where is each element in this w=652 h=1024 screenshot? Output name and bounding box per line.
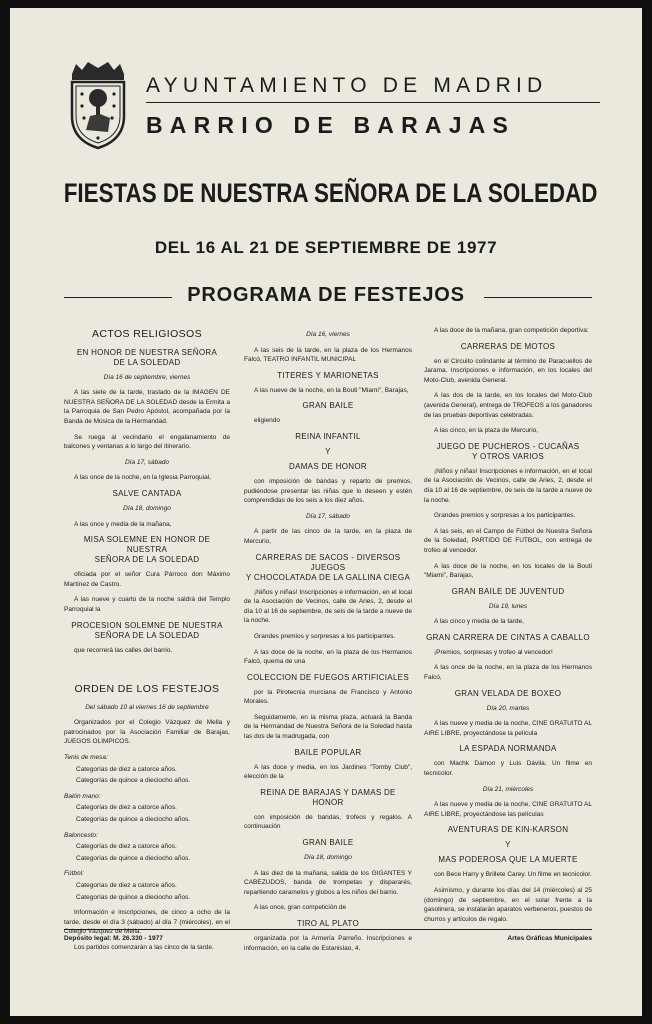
sport-category: Categorías de diez a catorce años.	[76, 843, 177, 851]
sport-category: Categorías de quince a dieciocho años.	[76, 854, 191, 862]
paragraph: Grandes premios y sorpresas a los participantes.	[254, 632, 396, 640]
paragraph: A las cinco, en la plaza de Mercurio,	[434, 427, 539, 435]
sport-category: Categorías de diez a catorce años.	[76, 882, 177, 889]
paragraph: Grandes premios y sorpresas a los participantes.	[434, 512, 576, 520]
day-heading: Día 16, viernes	[306, 331, 350, 338]
event-title: REINA DE BARAJAS Y DAMAS DE HONOR	[260, 787, 396, 807]
paragraph: por la Pirotecnia murciana de Francisco y Antonio Morales.	[244, 688, 412, 706]
header-district: BARRIO DE BARAJAS	[146, 112, 516, 138]
day-heading: Día 19, lunes	[488, 602, 528, 610]
paragraph: con Machk Damon y Luis Dávila. Un filme en tecnicolor.	[424, 760, 592, 778]
column-1	[64, 326, 230, 959]
paragraph: A las doce y media, en los Jardines "Tomby Club", elección de la	[244, 763, 412, 781]
event-title: GRAN BAILE	[302, 401, 354, 411]
program-title: PROGRAMA DE FESTEJOS	[187, 284, 465, 306]
section-heading-religious: ACTOS RELIGIOSOS	[91, 328, 203, 340]
paragraph: Información e inscripciones, de cinco a ocho de la tarde, desde el día 3 (sábado) al día 7 (miércoles), en el Colegio Vázquez de Mella.	[64, 909, 230, 936]
paragraph: A las seis de la tarde, en la plaza de los Hermanos Falcó, TEATRO INFANTIL MUNICIPAL	[244, 346, 412, 364]
event-title: COLECCION DE FUEGOS ARTIFICIALES	[247, 672, 409, 682]
sport-category: Categorías de quince a dieciocho años.	[76, 893, 191, 901]
event-title: JUEGO DE PUCHEROS - CUCAÑAS Y OTROS VARIOS	[436, 441, 580, 461]
sport-block	[64, 831, 230, 864]
sport-block	[64, 869, 230, 902]
sport-block	[64, 753, 230, 786]
event-title: LA ESPADA NORMANDA	[459, 744, 557, 754]
paragraph: A las siete de la tarde, traslado de la IMAGEN DE NUESTRA SEÑORA DE LA SOLEDAD desde la Ermita a la Parroquia de San Pedro Apóstol, acompañada por la Banda de Música de la Hermandad.	[64, 389, 230, 425]
printer-credit: Artes Gráficas Municipales	[507, 935, 592, 942]
date-range: DEL 16 AL 21 DE SEPTIEMBRE DE 1977	[154, 238, 498, 257]
madrid-coat-of-arms-icon	[66, 60, 130, 150]
event-title: GRAN BAILE	[302, 838, 354, 848]
event-title: GRAN BAILE DE JUVENTUD	[451, 586, 565, 596]
event-title: TIRO AL PLATO	[297, 919, 359, 928]
section-heading-games: ORDEN DE LOS FESTEJOS	[74, 683, 220, 696]
event-title: CARRERAS DE MOTOS	[460, 341, 556, 351]
legal-deposit: Depósito legal: M. 26.330 - 1977	[64, 935, 163, 942]
paragraph: Asimismo, y durante los días del 14 (miércoles) al 25 (domingo) de septiembre, en el solar frente a la gasolinera, se instalarán aparatos verbeneros, puestos de churros y artículos de regalo.	[424, 887, 592, 923]
sport-category: Categorías de diez a catorce años.	[76, 804, 177, 812]
event-title: MISA SOLEMNE EN HONOR DE NUESTRA SEÑORA DE LA SOLEDAD	[83, 535, 211, 565]
paragraph: en el Circuito colindante al término de Paracuellos de Jarama. Inscripciones e información, en los locales del Moto-Club, avenida General.	[424, 357, 592, 384]
paragraph: A las doce de la mañana, gran competición deportiva:	[434, 327, 589, 334]
day-heading: Día 18, domingo	[304, 854, 352, 862]
paragraph: A las seis, en el Campo de Fútbol de Nuestra Señora de la Soledad, PARTIDO DE FUTBOL, con entrega de trofeo al vencedor.	[424, 527, 592, 554]
page-title: FIESTAS DE NUESTRA SEÑORA DE LA SOLEDAD	[63, 178, 598, 208]
event-title: TITERES Y MARIONETAS	[277, 370, 379, 380]
day-heading: Del sábado 10 al viernes 16 de septiembre	[85, 703, 209, 711]
footer-divider	[64, 929, 592, 930]
event-title: GRAN CARRERA DE CINTAS A CABALLO	[426, 632, 590, 642]
sport-category: Categorías de diez a catorce años.	[76, 765, 177, 773]
day-heading: Día 16 de septiembre, viernes	[103, 373, 191, 381]
event-title: DAMAS DE HONOR	[289, 461, 367, 471]
paragraph: A partir de las cinco de la tarde, en la plaza de Mercurio,	[244, 528, 412, 545]
paragraph: A las nueve de la noche, en la Bouti "Miami", Barajas,	[254, 386, 409, 394]
paragraph: A las nueve y media de la noche, CINE GRATUITO AL AIRE LIBRE, proyectándose las películas	[424, 801, 592, 818]
event-title: PROCESION SOLEMNE DE NUESTRA SEÑORA DE LA SOLEDAD	[71, 620, 223, 640]
event-title: MAS PODEROSA QUE LA MUERTE	[438, 855, 578, 865]
paragraph: con imposición de bandas, trofeos y regalos. A continuación	[244, 813, 412, 831]
paragraph: A las once de la noche, en la Iglesia Parroquial,	[74, 474, 211, 482]
sport-category: Categorías de quince a dieciocho años.	[76, 777, 191, 785]
paragraph: A las diez de la mañana, salida de los GIGANTES Y CABEZUDOS, banda de trompetas y dispararés, repartiendo caramelos y globos a los niños del barrio.	[244, 869, 412, 896]
paragraph: que recorrerá las calles del barrio.	[74, 646, 173, 654]
paragraph: eligiendo	[254, 417, 281, 425]
paragraph: A las once y media de la mañana,	[74, 520, 172, 528]
event-title: SALVE CANTADA	[112, 488, 182, 498]
event-title: GRAN VELADA DE BOXEO	[454, 688, 562, 698]
event-title: BAILE POPULAR	[294, 747, 362, 757]
header-city: AYUNTAMIENTO DE MADRID	[146, 74, 600, 103]
paragraph: A las once, gran competición de	[254, 904, 347, 912]
paragraph: A las dos de la tarde, en los locales del Moto-Club (avenida General), entrega de TROFEOS a los ganadores de las pruebas deportivas celebradas.	[424, 392, 592, 419]
event-title: CARRERAS DE SACOS - DIVERSOS JUEGOS Y CHOCOLATADA DE LA GALLINA CIEGA	[245, 552, 411, 582]
event-title: Y	[505, 840, 511, 850]
sport-name: Baloncesto:	[64, 831, 98, 839]
paragraph: A las nueve y cuarto de la noche saldrá del Templo Parroquial la	[64, 596, 230, 613]
paragraph: A las doce de la noche, en la plaza de los Hermanos Falcó, quema de una	[244, 648, 412, 666]
paragraph: con imposición de bandas y reparto de premios, pudiéndose presentar las niñas que lo deseen y estén comprendidas de los seis a los diez años.	[244, 477, 412, 505]
poster	[10, 8, 642, 1016]
day-heading: Día 18, domingo	[123, 504, 171, 512]
paragraph: ¡Premios, sorpresas y trofeo al vencedor!	[434, 648, 553, 656]
sport-name: Tenis de mesa:	[64, 754, 108, 762]
sport-block	[64, 792, 230, 825]
divider-right	[484, 297, 592, 298]
day-heading: Día 17, sábado	[305, 512, 351, 520]
event-title: AVENTURAS DE KIN-KARSON	[447, 825, 569, 835]
sport-name: Balón mano:	[64, 792, 101, 800]
column-2	[244, 326, 412, 959]
event-title: REINA INFANTIL	[295, 431, 361, 441]
paragraph: Seguidamente, en la misma plaza, actuará la Banda de la Hermandad de Nuestra Señora de la Soledad hasta las dos de la madrugada, con	[244, 713, 412, 741]
paragraph: ¡Niños y niñas! Inscripciones e información, en el local de la Asociación de Vecinos, calle de Aries, 2, desde el día 10 al 16 de septiembre, de seis de la tarde a nueve de la noche.	[424, 467, 592, 504]
day-heading: Día 21, miércoles	[482, 785, 534, 793]
sport-name: Fútbol:	[64, 870, 84, 878]
paragraph: A las once de la noche, en la plaza de los Hermanos Falcó,	[424, 664, 592, 682]
event-title: Y	[325, 446, 331, 456]
sport-category: Categorías de quince a dieciocho años.	[76, 816, 191, 824]
paragraph: organizada por la Armería Parreño. Inscripciones e información, en la calle de Estanislao, 4.	[244, 935, 412, 952]
day-heading: Día 20, martes	[486, 704, 530, 712]
paragraph: Se ruega al vecindario el engalanamiento de balcones y ventanas a lo largo del itinerario.	[64, 433, 230, 451]
paragraph: A las cinco y media de la tarde,	[434, 618, 524, 626]
event-title: EN HONOR DE NUESTRA SEÑORA DE LA SOLEDAD	[76, 347, 218, 367]
paragraph: oficiada por el señor Cura Párroco don Máximo Martínez de Castro.	[64, 571, 230, 588]
paragraph: A las doce de la noche, en los locales de la Bouti "Miami", Barajas,	[424, 562, 592, 580]
paragraph: con Bece Harry y Brillete Carey. Un filme en tecnicolor.	[434, 871, 592, 879]
day-heading: Día 17, sábado	[124, 458, 170, 466]
paragraph: A las nueve y media de la noche, CINE GRATUITO AL AIRE LIBRE, proyectándose la película	[424, 720, 592, 737]
paragraph: ¡Niños y niñas! Inscripciones e información, en el local de la Asociación de Vecinos, calle de Aries, 2, desde el día 10 al 16 de septiembre, de seis de la tarde a nueve de la noche.	[244, 588, 412, 625]
column-3	[424, 326, 592, 930]
paragraph: Organizados por el Colegio Vázquez de Mella y patrocinados por la Asociación Familiar de Barajas, JUEGOS OLIMPICOS.	[64, 719, 230, 746]
paragraph: Los partidos comenzarán a las cinco de la tarde.	[74, 943, 214, 951]
